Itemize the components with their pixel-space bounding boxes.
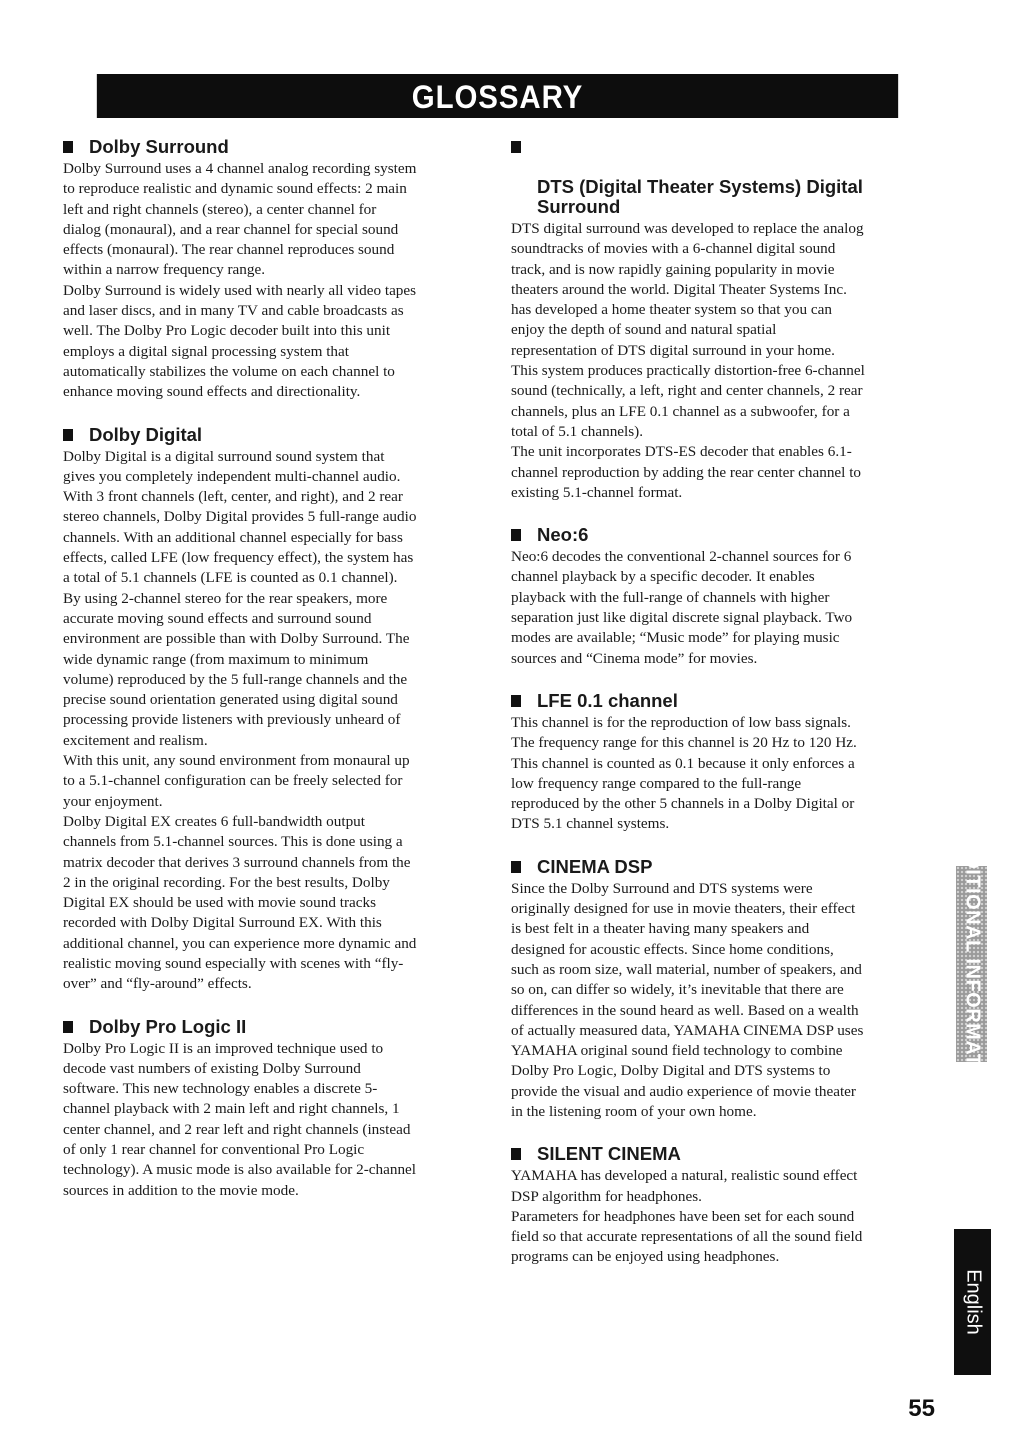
paragraph: This system produces practically distortion-free 6-channel sound (technically, a left, right and center channels, 2 rear channels, plus an LFE 0.1 channel as a subwoofer, for a total of 5.1 channels). (511, 362, 865, 440)
square-bullet-icon (511, 695, 521, 707)
page-title: GLOSSARY (411, 79, 584, 115)
section-heading (63, 1017, 485, 1037)
section-dolby-pro-logic-ii (63, 1017, 485, 1201)
section-dts (511, 137, 933, 503)
paragraph: This channel is for the reproduction of low bass signals. The frequency range for this channel is 20 Hz to 120 Hz. This channel is counted as 0.1 because it only enforces a low frequency range compared to the full-range reproduced by the other 5 channels in a Dolby Digital or DTS 5.1 channel systems. (511, 713, 857, 833)
paragraph: DTS digital surround was developed to replace the analog soundtracks of movies with a 6-channel digital sound track, and is now rapidly gaining popularity in movie theaters around the world. Digital Theater Systems Inc. has developed a home theater system so that you can enjoy the depth of sound and natural spatial representation of DTS digital surround in your home. (511, 220, 864, 359)
paragraph: Since the Dolby Surround and DTS systems were originally designed for use in movie theaters, their effect is best felt in a theater having many speakers and designed for acoustic effects. Since home conditions, such as room size, wall material, number of speakers, and so on, can differ so widely, it’s inevitable that there are differences in the sound heard as well. Based on a wealth of actually measured data, YAMAHA CINEMA DSP uses YAMAHA original sound field technology to combine Dolby Pro Logic, Dolby Digital and DTS systems to provide the visual and audio experience of movie theater in the listening room of your own home. (511, 879, 864, 1120)
section-heading (511, 525, 933, 545)
square-bullet-icon (63, 1021, 73, 1033)
left-column (63, 137, 485, 1223)
paragraph: The unit incorporates DTS-ES decoder that enables 6.1- channel reproduction by adding the rear center channel to existing 5.1-channel format. (511, 443, 862, 501)
section-heading-text: DTS (Digital Theater Systems) Digital Surround (537, 176, 863, 217)
side-tab-additional-information (956, 824, 987, 1104)
side-tab-label: English (962, 1269, 984, 1335)
section-heading-text: SILENT CINEMA (537, 1143, 681, 1165)
square-bullet-icon (63, 429, 73, 441)
section-heading (511, 857, 933, 877)
square-bullet-icon (511, 861, 521, 873)
section-silent-cinema (511, 1144, 933, 1267)
section-heading-text: Neo:6 (537, 524, 589, 546)
paragraph: Dolby Pro Logic II is an improved technique used to decode vast numbers of existing Dolby Surround software. This new technology enables a discrete 5- channel playback with 2 main left and right channels, 1 center channel, and 2 rear left and right channels (instead of only 1 rear channel for conventional Pro Logic technology). A music mode is also available for 2-channel sources in addition to the movie mode. (63, 1039, 417, 1199)
square-bullet-icon (511, 529, 521, 541)
square-bullet-icon (63, 141, 73, 153)
section-cinema-dsp (511, 857, 933, 1123)
paragraph: Parameters for headphones have been set for each sound field so that accurate representations of all the sound field programs can be enjoyed using headphones. (511, 1207, 863, 1266)
section-heading (511, 1144, 933, 1164)
section-lfe (511, 691, 933, 835)
side-tab-english (954, 1229, 991, 1375)
section-heading-text: Dolby Surround (89, 136, 229, 157)
section-heading (511, 137, 933, 217)
paragraph: YAMAHA has developed a natural, realistic sound effect DSP algorithm for headphones. (511, 1167, 858, 1205)
paragraph: Dolby Surround uses a 4 channel analog recording system to reproduce realistic and dynamic sound effects: 2 main left and right channels (stereo), a center channel for dialog (monaural), and a rear channel for special sound effects (monaural). The rear channel reproduces sound within a narrow frequency range. (63, 160, 417, 279)
square-bullet-icon (511, 1148, 521, 1160)
section-neo6 (511, 525, 933, 669)
section-heading-text: CINEMA DSP (537, 855, 653, 877)
side-tab-label: ADDITIONAL INFORMATION (961, 824, 983, 1104)
page-title-banner (97, 74, 898, 118)
paragraph: Dolby Digital EX creates 6 full-bandwidth output channels from 5.1-channel sources. This is done using a matrix decoder that derives 3 surround channels from the 2 in the original recording. For the best results, Dolby Digital EX should be used with movie sound tracks recorded with Dolby Digital Surround EX. With this additional channel, you can experience more dynamic and realistic moving sound especially with scenes with “fly- over” and “fly-around” effects. (63, 812, 417, 993)
paragraph: With this unit, any sound environment from monaural up to a 5.1-channel configuration can be freely selected for your enjoyment. (63, 752, 410, 810)
paragraph: Dolby Digital is a digital surround sound system that gives you completely independent multi-channel audio. With 3 front channels (left, center, and right), and 2 rear stereo channels, Dolby Digital provides 5 full-range audio channels. With an additional channel especially for bass effects, called LFE (low frequency effect), the system has a total of 5.1 channels (LFE is counted as 0.1 channel). By using 2-channel stereo for the rear speakers, more accurate moving sound effects and surround sound environment are possible than with Dolby Surround. The wide dynamic range (from maximum to minimum volume) reproduced by the 5 full-range channels and the precise sound orientation generated using digital sound processing provide listeners with previously unheard of excitement and realism. (63, 447, 417, 749)
section-heading (511, 691, 933, 711)
section-heading (63, 137, 485, 157)
right-column (511, 137, 933, 1290)
paragraph: Dolby Surround is widely used with nearly all video tapes and laser discs, and in many TV and cable broadcasts as well. The Dolby Pro Logic decoder built into this unit employs a digital signal processing system that automatically stabilizes the volume on each channel to enhance moving sound effects and directionality. (63, 281, 417, 401)
section-heading (63, 425, 485, 445)
section-heading-text: Dolby Pro Logic II (89, 1015, 247, 1037)
paragraph: Neo:6 decodes the conventional 2-channel sources for 6 channel playback by a specific decoder. It enables playback with the full-range of channels with higher separation just like digital discrete signal playback. Two modes are available; “Music mode” for playing music sources and “Cinema mode” for movies. (511, 548, 853, 667)
section-dolby-surround (63, 137, 485, 403)
square-bullet-icon (511, 141, 521, 153)
section-heading-text: LFE 0.1 channel (537, 689, 678, 711)
section-dolby-digital (63, 425, 485, 995)
section-heading-text: Dolby Digital (89, 423, 203, 445)
page-number: 55 (908, 1395, 935, 1422)
